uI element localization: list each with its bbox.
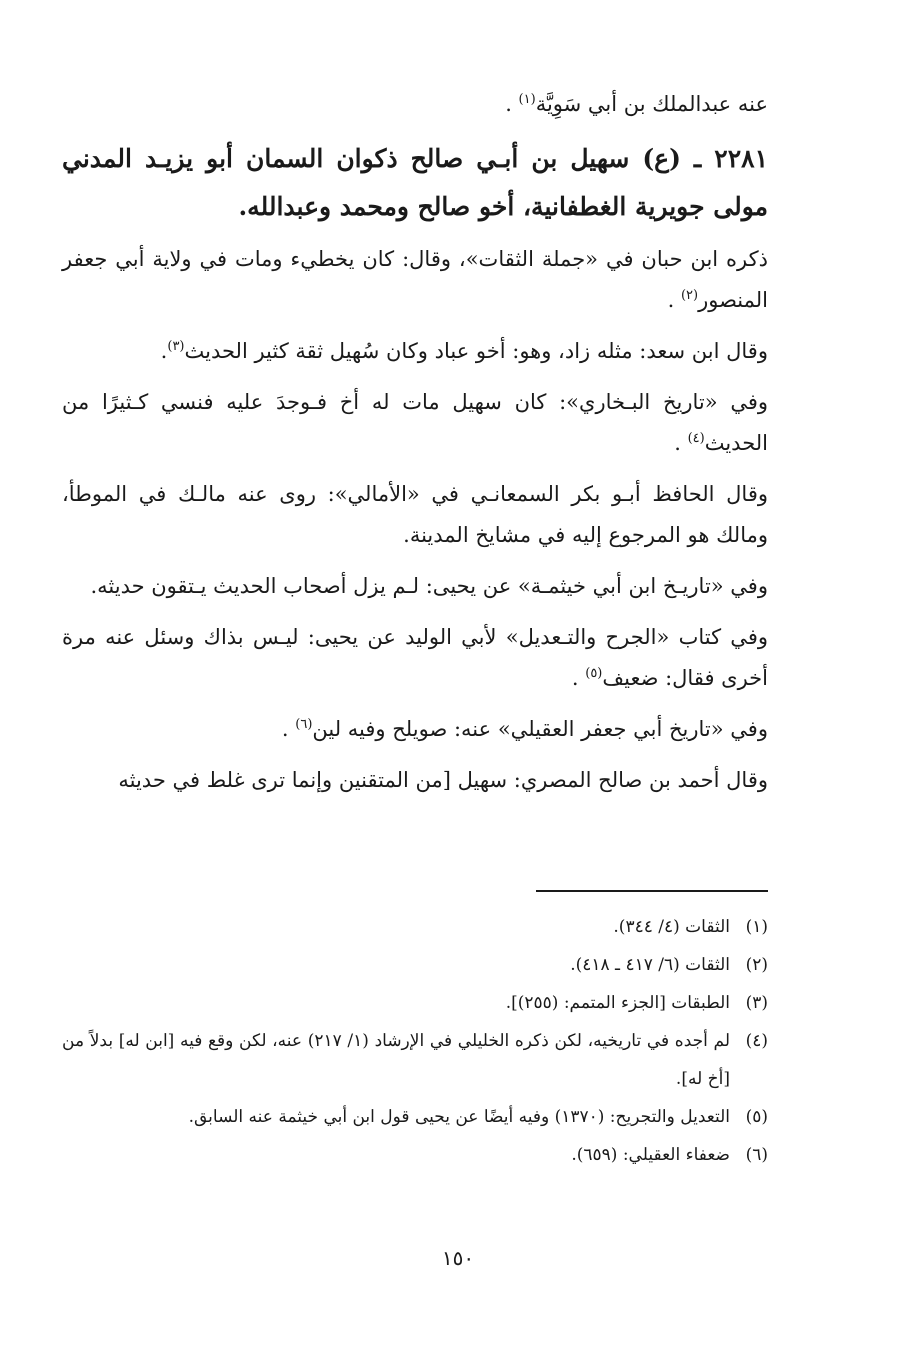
paragraph <box>62 566 768 607</box>
paragraph <box>62 382 768 464</box>
footnote-text: ضعفاء العقيلي: (٦٥٩). <box>571 1145 730 1165</box>
paragraph <box>62 760 768 801</box>
paragraph-end: . <box>571 666 586 690</box>
paragraph <box>62 239 768 321</box>
lead-text: عنه عبدالملك بن أبي سَوِيَّة <box>535 92 768 116</box>
paragraph-end: . <box>667 288 681 312</box>
footnotes <box>62 908 768 1174</box>
footnote-ref: (٣) <box>167 339 185 354</box>
paragraph-text: وفي كتاب «الجرح والتـعديل» لأبي الوليد عن يحيى: ليـس بذاك وسئل عنه مرة أخرى فقال: ضعيف <box>62 625 768 690</box>
paragraph-end: . <box>674 431 688 455</box>
footnote-text: الثقات (٤/ ٣٤٤). <box>613 917 730 937</box>
page-body <box>62 76 768 811</box>
paragraph <box>62 617 768 699</box>
footnote-number: (٣) <box>745 993 768 1013</box>
footnote <box>62 984 768 1022</box>
footnote-text: الثقات (٦/ ٤١٧ ـ ٤١٨). <box>570 955 730 975</box>
footnote-text: الطبقات [الجزء المتمم: (٢٥٥)]. <box>505 993 730 1013</box>
footnote-ref: (٦) <box>295 717 313 732</box>
page-number: ١٥٠ <box>441 1246 475 1270</box>
paragraph-text: وفي «تاريخ البـخاري»: كان سهيل مات له أخ فـوجدَ عليه فنسي كـثيرًا من الحديث <box>62 390 768 455</box>
footnote <box>62 1098 768 1136</box>
footnote-ref: (٥) <box>585 666 603 681</box>
paragraph-text: وقال أحمد بن صالح المصري: سهيل [من المتقنين وإنما ترى غلط في حديثه <box>118 768 768 792</box>
paragraph-end: . <box>160 339 168 363</box>
footnote-number: (٥) <box>745 1107 768 1127</box>
paragraph-text: وفي «تاريـخ ابن أبي خيثمـة» عن يحيى: لـم يزل أصحاب الحديث يـتقون حديثه. <box>90 574 768 598</box>
paragraph-text: ذكره ابن حبان في «جملة الثقات»، وقال: كان يخطيء ومات في ولاية أبي جعفر المنصور <box>62 247 768 312</box>
paragraph <box>62 331 768 372</box>
footnote <box>62 946 768 984</box>
paragraph-text: وقال الحافظ أبـو بكر السمعانـي في «الأمالي»: روى عنه مالـك في الموطأ، ومالك هو المرجوع إليه في مشايخ المدينة. <box>62 482 768 547</box>
footnote-text: لم أجده في تاريخيه، لكن ذكره الخليلي في الإرشاد (١/ ٢١٧) عنه، لكن وقع فيه [ابن له] بدلاً من [أخ له]. <box>62 1031 730 1089</box>
footnote <box>62 1136 768 1174</box>
footnote-number: (٢) <box>745 955 768 975</box>
footnote-ref: (٤) <box>687 431 705 446</box>
footnote <box>62 1022 768 1098</box>
footnote-number: (٤) <box>745 1031 768 1051</box>
footnote <box>62 908 768 946</box>
footnote-separator <box>536 890 768 892</box>
footnote-ref: (١) <box>518 92 536 107</box>
paragraph-text: وفي «تاريخ أبي جعفر العقيلي» عنه: صويلح وفيه لين <box>312 717 768 741</box>
footnote-ref: (٢) <box>680 288 699 303</box>
lead-line <box>62 84 768 125</box>
paragraph-text: وقال ابن سعد: مثله زاد، وهو: أخو عباد وكان سُهيل ثقة كثير الحديث <box>184 339 768 363</box>
lead-end: . <box>505 92 519 116</box>
paragraph <box>62 474 768 556</box>
paragraph-end: . <box>281 717 296 741</box>
entry-heading: ٢٢٨١ ـ (ع) سهيل بن أبـي صالح ذكوان السمان أبو يزيـد المدني مولى جويرية الغطفانية، أخو صالح ومحمد وعبدالله. <box>62 144 768 221</box>
footnote-number: (١) <box>745 917 768 937</box>
footnote-number: (٦) <box>745 1145 768 1165</box>
footnote-text: التعديل والتجريح: (١٣٧٠) وفيه أيضًا عن يحيى قول ابن أبي خيثمة عنه السابق. <box>188 1107 730 1127</box>
paragraph <box>62 709 768 750</box>
